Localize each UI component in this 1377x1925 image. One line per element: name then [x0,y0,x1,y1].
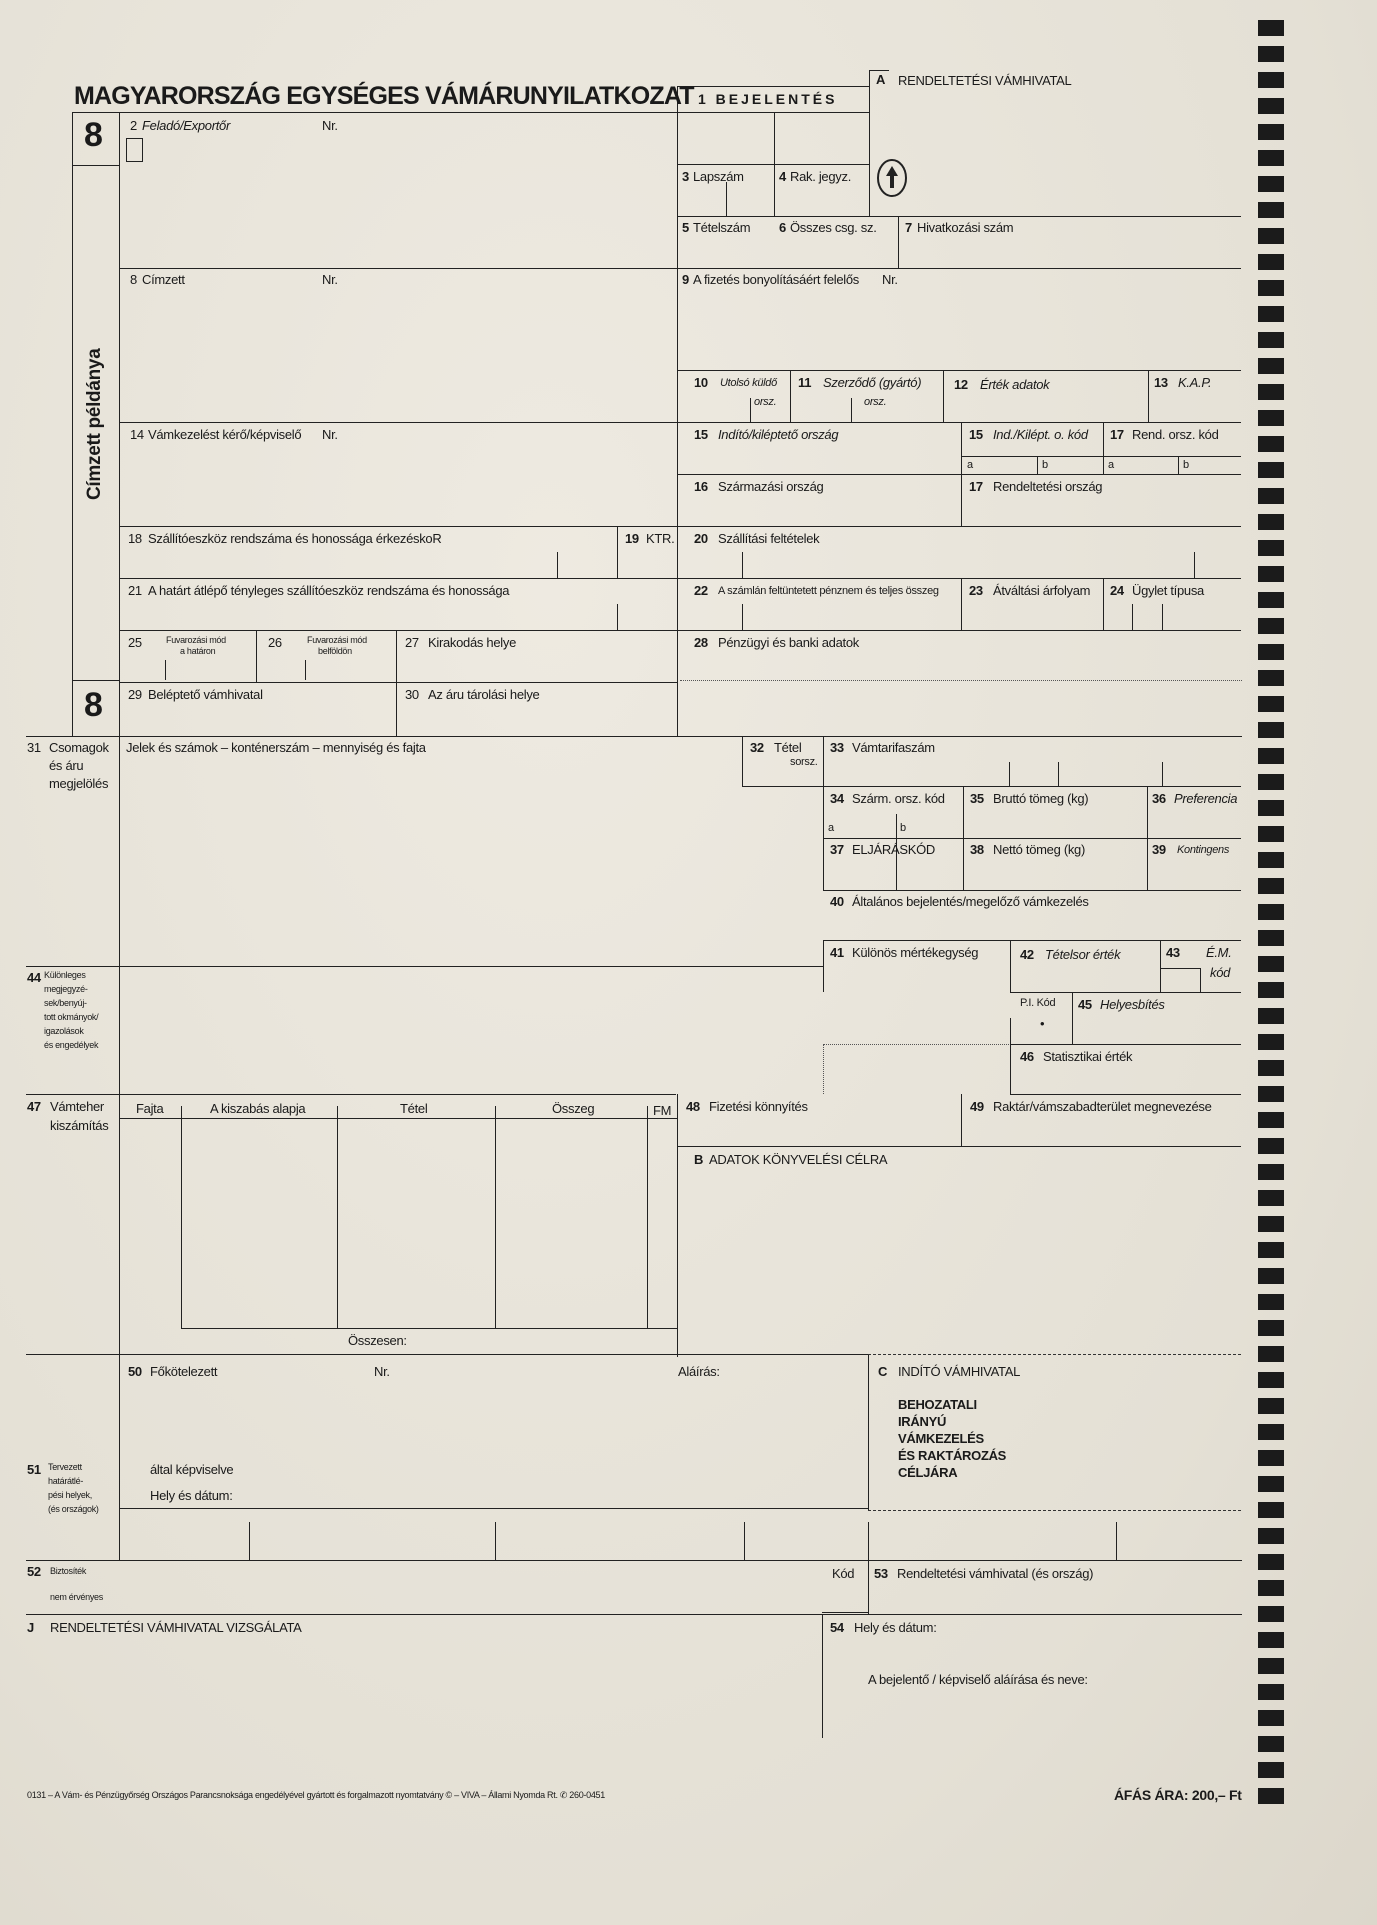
rule [72,112,677,113]
column-fajta: Fajta [136,1101,164,1116]
rule [337,1106,338,1328]
box-24-label: Ügylet típusa [1132,583,1204,598]
box-17b-b: b [1183,459,1189,471]
box-1-label: 1 BEJELENTÉS [698,91,838,107]
box-50-num: 50 [128,1364,142,1379]
rule [823,838,1241,839]
box-51-line: határátlé- [48,1476,84,1486]
rule [961,456,1241,457]
box-14-num: 14 [130,427,144,442]
box-23-label: Átváltási árfolyam [993,583,1091,598]
box-35-label: Bruttó tömeg (kg) [993,791,1089,806]
box-31-label-1: Csomagok [49,740,109,755]
rule [1058,762,1059,786]
rule [1200,968,1201,992]
rule [119,1094,120,1357]
rule [120,630,1241,631]
rule [677,1146,1241,1147]
box-48-label: Fizetési könnyítés [709,1099,808,1114]
box-44-line: Különleges [44,970,86,980]
box-25-label-2: a határon [180,646,216,656]
rule [1103,422,1104,474]
column-kiszabas-alapja: A kiszabás alapja [210,1101,306,1116]
box-18-label: Szállítóeszköz rendszáma és honossága érkezéskoR [148,531,442,546]
box-27-num: 27 [405,635,419,650]
box-48-num: 48 [686,1099,700,1114]
box-38-num: 38 [970,842,984,857]
box-40-label: Általános bejelentés/megelőző vámkezelés [852,894,1089,909]
box-5-label: Tételszám [693,220,751,235]
column-fm: FM [653,1103,672,1118]
box-31-label-2: és áru [49,758,84,773]
rule [165,660,166,680]
box-23-num: 23 [969,583,983,598]
rule [647,1106,648,1328]
box-54-num: 54 [830,1620,844,1635]
rule [823,940,1241,941]
rule [120,578,1241,579]
rule [1116,1522,1117,1560]
box-2-num: 2 [130,118,137,133]
box-30-label: Az áru tárolási helye [428,687,540,702]
rule [26,1354,868,1355]
rule [868,1354,869,1510]
box-51-line: pési helyek, [48,1490,92,1500]
box-15b-num: 15 [969,427,983,442]
box-4-label: Rak. jegyz. [790,169,852,184]
box-2-label: Feladó/Exportőr [142,118,230,133]
box-33-num: 33 [830,740,844,755]
box-53-label: Rendeltetési vámhivatal (és ország) [897,1566,1094,1581]
rule [1132,604,1133,630]
box-44-line: tott okmányok/ [44,1012,99,1022]
box-15b-b: b [1042,459,1048,471]
box-13-label: K.A.P. [1178,375,1212,390]
rule [120,268,1241,269]
dotted-rule [823,1044,1009,1045]
form-title: MAGYARORSZÁG EGYSÉGES VÁMÁRUNYILATKOZAT [74,82,694,110]
rule [1010,940,1011,992]
box-4-num: 4 [779,169,786,184]
box-31-description: Jelek és számok – konténerszám – mennyiség és fajta [126,740,426,755]
box-7-label: Hivatkozási szám [917,220,1014,235]
rule [961,578,962,630]
rule [677,216,1241,217]
rule [742,736,743,786]
box-33-label: Vámtarifaszám [852,740,935,755]
rule [26,966,823,967]
box-50-label: Főkötelezett [150,1364,218,1379]
rule [119,966,120,1096]
box-c-note-line: IRÁNYÚ [898,1414,947,1429]
box-34-label: Szárm. orsz. kód [852,791,945,806]
rule [677,86,678,736]
rule [744,1522,745,1560]
box-c-note [898,1396,1006,1481]
left-margin-line [72,112,73,736]
rule [249,1522,250,1560]
rule [1009,762,1010,786]
box-49-num: 49 [970,1099,984,1114]
left-inner-line [119,112,120,736]
box-37-num: 37 [830,842,844,857]
box-15b-label: Ind./Kilépt. o. kód [993,427,1088,442]
box-27-label: Kirakodás helye [428,635,516,650]
box-39-num: 39 [1152,842,1166,857]
rule [1010,1044,1241,1045]
box-42-label: Tételsor érték [1045,947,1121,962]
box-29-num: 29 [128,687,142,702]
box-51-line: Tervezett [48,1462,82,1472]
box-17b-num: 17 [1110,427,1124,442]
box-2-nr: Nr. [322,118,338,133]
box-11-orsz: orsz. [864,396,887,408]
box-14-nr: Nr. [322,427,338,442]
box-18-num: 18 [128,531,142,546]
box-c-note-line: BEHOZATALI [898,1397,977,1412]
kod-label: Kód [832,1566,855,1581]
perforation-strip [1258,20,1284,1820]
rule [677,112,869,113]
box-44-line: igazolások [44,1026,84,1036]
box-46-num: 46 [1020,1049,1034,1064]
rule [1010,1044,1011,1094]
box-35-num: 35 [970,791,984,806]
box-10-orsz: orsz. [754,396,777,408]
box-26-label-1: Fuvarozási mód [307,635,367,645]
rule [119,736,120,966]
box-c-note-line: ÉS RAKTÁROZÁS [898,1448,1007,1463]
box-26-num: 26 [268,635,282,650]
dashed-rule [868,1354,1241,1355]
box-44-label [44,970,98,1050]
copy-label: Címzett példánya [84,348,105,500]
column-tetel: Tétel [400,1101,428,1116]
box-8-nr: Nr. [322,272,338,287]
rule [120,682,677,683]
rule [26,1560,1242,1561]
box-32-num: 32 [750,740,764,755]
box-7-num: 7 [905,220,912,235]
box-36-label: Preferencia [1174,791,1238,806]
rule [742,552,743,578]
box-5-num: 5 [682,220,689,235]
rule [617,526,618,578]
rule [1103,578,1104,630]
box-31-num: 31 [27,740,41,755]
box-11-label: Szerződő (gyártó) [823,375,922,390]
box-44-line: sek/benyúj- [44,998,87,1008]
rule [677,474,1241,475]
price-label: ÁFÁS ÁRA: 200,– Ft [1114,1787,1242,1803]
box-42-num: 42 [1020,947,1034,962]
box-j-label: RENDELTETÉSI VÁMHIVATAL VIZSGÁLATA [50,1620,302,1635]
box-47-label-1: Vámteher [50,1099,104,1114]
box-41-label: Különös mértékegység [852,945,979,960]
box-c-note-line: CÉLJÁRA [898,1465,958,1480]
rule [181,1328,677,1329]
box-17b-label: Rend. orsz. kód [1132,427,1219,442]
rule [1160,940,1161,992]
rule [1178,456,1179,474]
box-j-letter: J [27,1620,34,1635]
rule [677,164,869,165]
rule [1162,762,1163,786]
box-32-sub: sorsz. [790,756,818,768]
box-17-label: Rendeltetési ország [993,479,1103,494]
box-8-label: Címzett [142,272,185,287]
box-c-letter: C [878,1364,888,1379]
rule [26,1094,676,1095]
dotted-rule [680,680,1242,681]
box-52-num: 52 [27,1564,41,1579]
box-15-num: 15 [694,427,708,442]
rule [943,370,944,422]
box-20-num: 20 [694,531,708,546]
rule [898,216,899,268]
dotted-rule [823,1044,824,1094]
box-43-num: 43 [1166,945,1180,960]
rule [822,1614,823,1738]
rule [1148,370,1149,422]
rule [742,786,823,787]
box-34-a: a [828,822,834,834]
pi-kod-label: P.I. Kód [1020,997,1056,1009]
rule [120,422,1241,423]
box-9-num: 9 [682,272,689,287]
box-36-num: 36 [1152,791,1166,806]
box-20-label: Szállítási feltételek [718,531,820,546]
box-46-label: Statisztikai érték [1043,1049,1133,1064]
box-34-num: 34 [830,791,844,806]
box-22-label: A számlán feltüntetett pénznem és teljes összeg [718,585,939,597]
rule [617,604,618,630]
box-11-num: 11 [798,375,812,390]
box-52-sub: nem érvényes [50,1592,103,1602]
box-14-label: Vámkezelést kérő/képviselő [148,427,302,442]
box-40-num: 40 [830,894,844,909]
box-8-num: 8 [130,272,137,287]
box-37-label: ELJÁRÁSKÓD [852,842,935,857]
rule [1010,1018,1011,1044]
box-6-label: Összes csg. sz. [790,220,877,235]
footer-imprint: 0131 – A Vám- és Pénzügyőrség Országos Parancsnoksága engedélyével gyártott és forgalmazott nyomtatvány © – VIVA – Állami Nyomda Rt. ✆ 260-0451 [27,1790,605,1800]
rule [119,1508,120,1560]
rule [26,1614,1242,1615]
box-51-line: (és országok) [48,1504,99,1514]
box-43-label-1: É.M. [1206,945,1232,960]
box-24-num: 24 [1110,583,1124,598]
box-54-label: Hely és dátum: [854,1620,937,1635]
box-16-num: 16 [694,479,708,494]
rule [869,70,889,71]
rule [1072,992,1073,1044]
column-osszeg: Összeg [552,1101,595,1116]
box-6-num: 6 [779,220,786,235]
rule [1037,456,1038,474]
rule [823,736,824,890]
box-12-num: 12 [954,377,968,392]
copy-number: 8 [84,116,103,154]
box-29-label: Beléptető vámhivatal [148,687,263,702]
box-21-label: A határt átlépő tényleges szállítóeszköz rendszáma és honossága [148,583,510,598]
hely-es-datum: Hely és dátum: [150,1488,233,1503]
box-45-num: 45 [1078,997,1092,1012]
rule [120,1508,868,1509]
box-32-label: Tétel [774,740,802,755]
rule [1010,992,1241,993]
rule [396,630,397,736]
box-15b-a: a [967,459,973,471]
box-30-num: 30 [405,687,419,702]
rule [72,680,120,681]
rule [677,1094,678,1357]
rule [256,630,257,682]
box-34-b: b [900,822,906,834]
signature-label: A bejelentő / képviselő aláírása és neve: [868,1672,1088,1687]
box-22-num: 22 [694,583,708,598]
altal-kepviselve: által képviselve [150,1462,234,1477]
box-51-num: 51 [27,1462,41,1477]
box-44-line: megjegyzé- [44,984,88,994]
box-43-label-2: kód [1210,965,1231,980]
box-51-label [48,1462,99,1514]
box-10-label: Utolsó küldő [720,377,777,389]
box-25-label-1: Fuvarozási mód [166,635,226,645]
rule [823,940,824,992]
box-26-label-2: belföldön [318,646,352,656]
dashed-rule [868,1510,1241,1511]
box-2-checkbox[interactable] [126,138,143,162]
box-49-label: Raktár/vámszabadterület megnevezése [993,1099,1212,1114]
rule [868,1560,869,1614]
box-47-label-2: kiszámítás [50,1118,109,1133]
box-53-num: 53 [874,1566,888,1581]
rule [677,370,1241,371]
rule [305,660,306,680]
rule [742,604,743,630]
box-b-letter: B [694,1152,704,1167]
box-45-label: Helyesbítés [1100,997,1165,1012]
box-17-num: 17 [969,479,983,494]
rule [823,890,1241,891]
box-21-num: 21 [128,583,142,598]
emblem-icon [876,158,908,198]
box-31-label-3: megjelölés [49,776,109,791]
rule [1162,604,1163,630]
box-44-line: és engedélyek [44,1040,99,1050]
rule [495,1106,496,1328]
box-a-letter: A [876,72,886,87]
box-44-num: 44 [27,970,41,985]
box-12-label: Érték adatok [980,377,1050,392]
box-16-label: Származási ország [718,479,824,494]
rule [119,1354,120,1510]
box-a-label: RENDELTETÉSI VÁMHIVATAL [898,73,1072,88]
rule [822,1612,868,1613]
rule [1010,1094,1241,1095]
osszesen-label: Összesen: [348,1333,407,1348]
box-9-nr: Nr. [882,272,898,287]
rule [1194,552,1195,578]
rule [120,526,1241,527]
box-10-num: 10 [694,375,708,390]
rule [790,370,791,422]
rule [823,786,1241,787]
box-50-alairas: Aláírás: [678,1364,720,1379]
rule [495,1522,496,1560]
rule [26,736,1242,737]
box-9-label: A fizetés bonyolításáért felelős [693,272,860,287]
rule [851,398,852,422]
box-3-label: Lapszám [693,169,744,184]
rule [72,165,120,166]
copy-number-bottom: 8 [84,686,103,724]
rule [557,552,558,578]
rule [120,1118,677,1119]
rule [750,398,751,422]
pi-kod-dot: • [1040,1016,1045,1031]
rule [181,1106,182,1328]
box-19-label: KTR. [646,531,675,546]
box-15-label: Indító/kiléptető ország [718,427,839,442]
rule [961,1094,962,1146]
rule [1160,968,1200,969]
box-38-label: Nettó tömeg (kg) [993,842,1086,857]
box-c-note-line: VÁMKEZELÉS [898,1431,984,1446]
box-50-nr: Nr. [374,1364,390,1379]
rule [726,182,727,216]
box-28-num: 28 [694,635,708,650]
box-c-label: INDÍTÓ VÁMHIVATAL [898,1364,1021,1379]
box-39-label: Kontingens [1177,844,1230,856]
box-41-num: 41 [830,945,844,960]
rule [868,1522,869,1560]
box-47-num: 47 [27,1099,41,1114]
box-17b-a: a [1108,459,1114,471]
rule [869,70,870,216]
box-13-num: 13 [1154,375,1168,390]
box-25-num: 25 [128,635,142,650]
box-52-label: Biztosíték [50,1566,87,1576]
box-28-label: Pénzügyi és banki adatok [718,635,859,650]
box-19-num: 19 [625,531,639,546]
box-3-num: 3 [682,169,689,184]
rule [677,86,869,87]
box-b-label: ADATOK KÖNYVELÉSI CÉLRA [709,1152,888,1167]
